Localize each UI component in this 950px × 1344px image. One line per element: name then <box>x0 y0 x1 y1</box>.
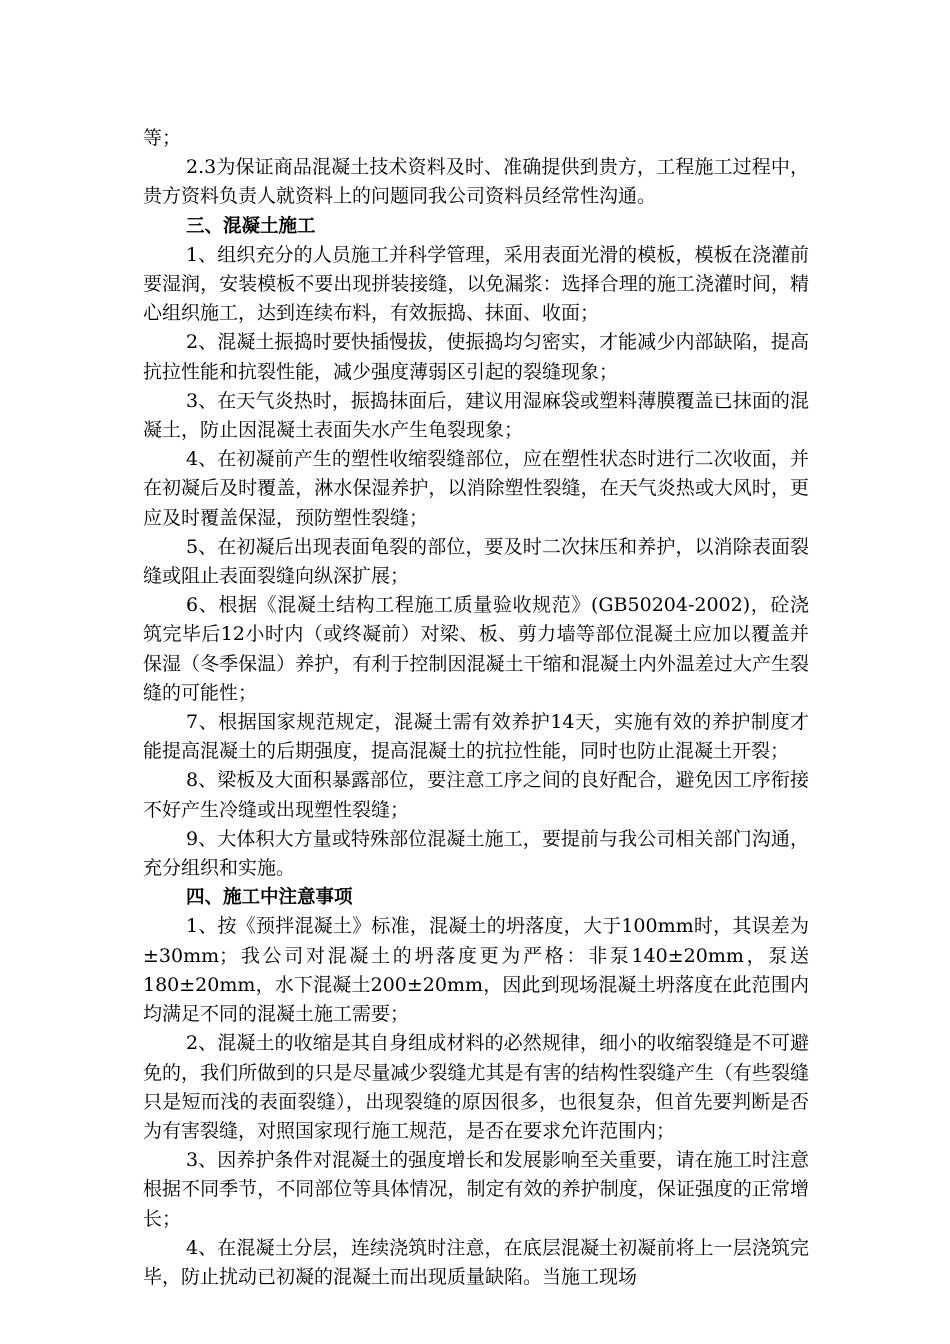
document-body <box>143 124 809 1292</box>
paragraph-3-1: 1、组织充分的人员施工并科学管理，采用表面光滑的模板，模板在浇灌前要湿润，安装模板不要出现拼装接缝，以免漏浆：选择合理的施工浇灌时间，精心组织施工，达到连续布料，有效振捣、抹面、收面； <box>143 243 809 325</box>
paragraph-3-6: 6、根据《混凝土结构工程施工质量验收规范》(GB50204-2002)，砼浇筑完毕后12小时内（或终凝前）对梁、板、剪力墙等部位混凝土应加以覆盖并保湿（冬季保温）养护，有利于控制因混凝土干缩和混凝土内外温差过大产生裂缝的可能性； <box>143 594 809 704</box>
section-heading-3: 三、混凝土施工 <box>186 215 316 237</box>
paragraph-4-1: 1、按《预拌混凝土》标准，混凝土的坍落度，大于100mm时，其误差为±30mm；我公司对混凝土的坍落度更为严格：非泵140±20mm，泵送180±20mm，水下混凝土200±20mm，因此到现场混凝土坍落度在此范围内均满足不同的混凝土施工需要； <box>143 915 809 1026</box>
paragraph-4-3: 3、因养护条件对混凝土的强度增长和发展影响至关重要，请在施工时注意根据不同季节，不同部位等具体情况，制定有效的养护制度，保证强度的正常增长； <box>143 1149 809 1230</box>
paragraph-3-2: 2、混凝土振捣时要快插慢拔，使振捣均匀密实，才能减少内部缺陷，提高抗拉性能和抗裂性能，减少强度薄弱区引起的裂缝现象； <box>143 331 809 383</box>
section-heading-4: 四、施工中注意事项 <box>186 887 353 909</box>
paragraph-4-4: 4、在混凝土分层，连续浇筑时注意，在底层混凝土初凝前将上一层浇筑完毕，防止扰动已初凝的混凝土而出现质量缺陷。当施工现场 <box>143 1236 809 1288</box>
paragraph-4-2: 2、混凝土的收缩是其自身组成材料的必然规律，细小的收缩裂缝是不可避免的，我们所做到的只是尽量减少裂缝尤其是有害的结构性裂缝产生（有些裂缝只是短而浅的表面裂缝），出现裂缝的原因很多，也很复杂，但首先要判断是否为有害裂缝，对照国家现行施工规范，是否在要求允许范围内； <box>143 1032 809 1142</box>
paragraph-3-4: 4、在初凝前产生的塑性收缩裂缝部位，应在塑性状态时进行二次收面，并在初凝后及时覆盖，淋水保湿养护，以消除塑性裂缝，在天气炎热或大风时，更应及时覆盖保湿，预防塑性裂缝； <box>143 448 809 529</box>
paragraph-3-8: 8、梁板及大面积暴露部位，要注意工序之间的良好配合，避免因工序衔接不好产生冷缝或出现塑性裂缝； <box>143 769 809 821</box>
paragraph-3-5: 5、在初凝后出现表面龟裂的部位，要及时二次抹压和养护，以消除表面裂缝或阻止表面裂缝向纵深扩展； <box>143 535 809 588</box>
paragraph-3-7: 7、根据国家规范规定，混凝土需有效养护14天，实施有效的养护制度才能提高混凝土的后期强度，提高混凝土的抗拉性能，同时也防止混凝土开裂； <box>143 711 809 763</box>
paragraph-3-3: 3、在天气炎热时，振捣抹面后，建议用湿麻袋或塑料薄膜覆盖已抹面的混凝土，防止因混凝土表面失水产生龟裂现象； <box>143 389 809 442</box>
paragraph-2-3: 2.3为保证商品混凝土技术资料及时、准确提供到贵方，工程施工过程中，贵方资料负责人就资料上的问题同我公司资料员经常性沟通。 <box>143 156 809 208</box>
paragraph-continuation: 等； <box>143 127 182 149</box>
paragraph-3-9: 9、大体积大方量或特殊部位混凝土施工，要提前与我公司相关部门沟通，充分组织和实施。 <box>143 827 809 880</box>
